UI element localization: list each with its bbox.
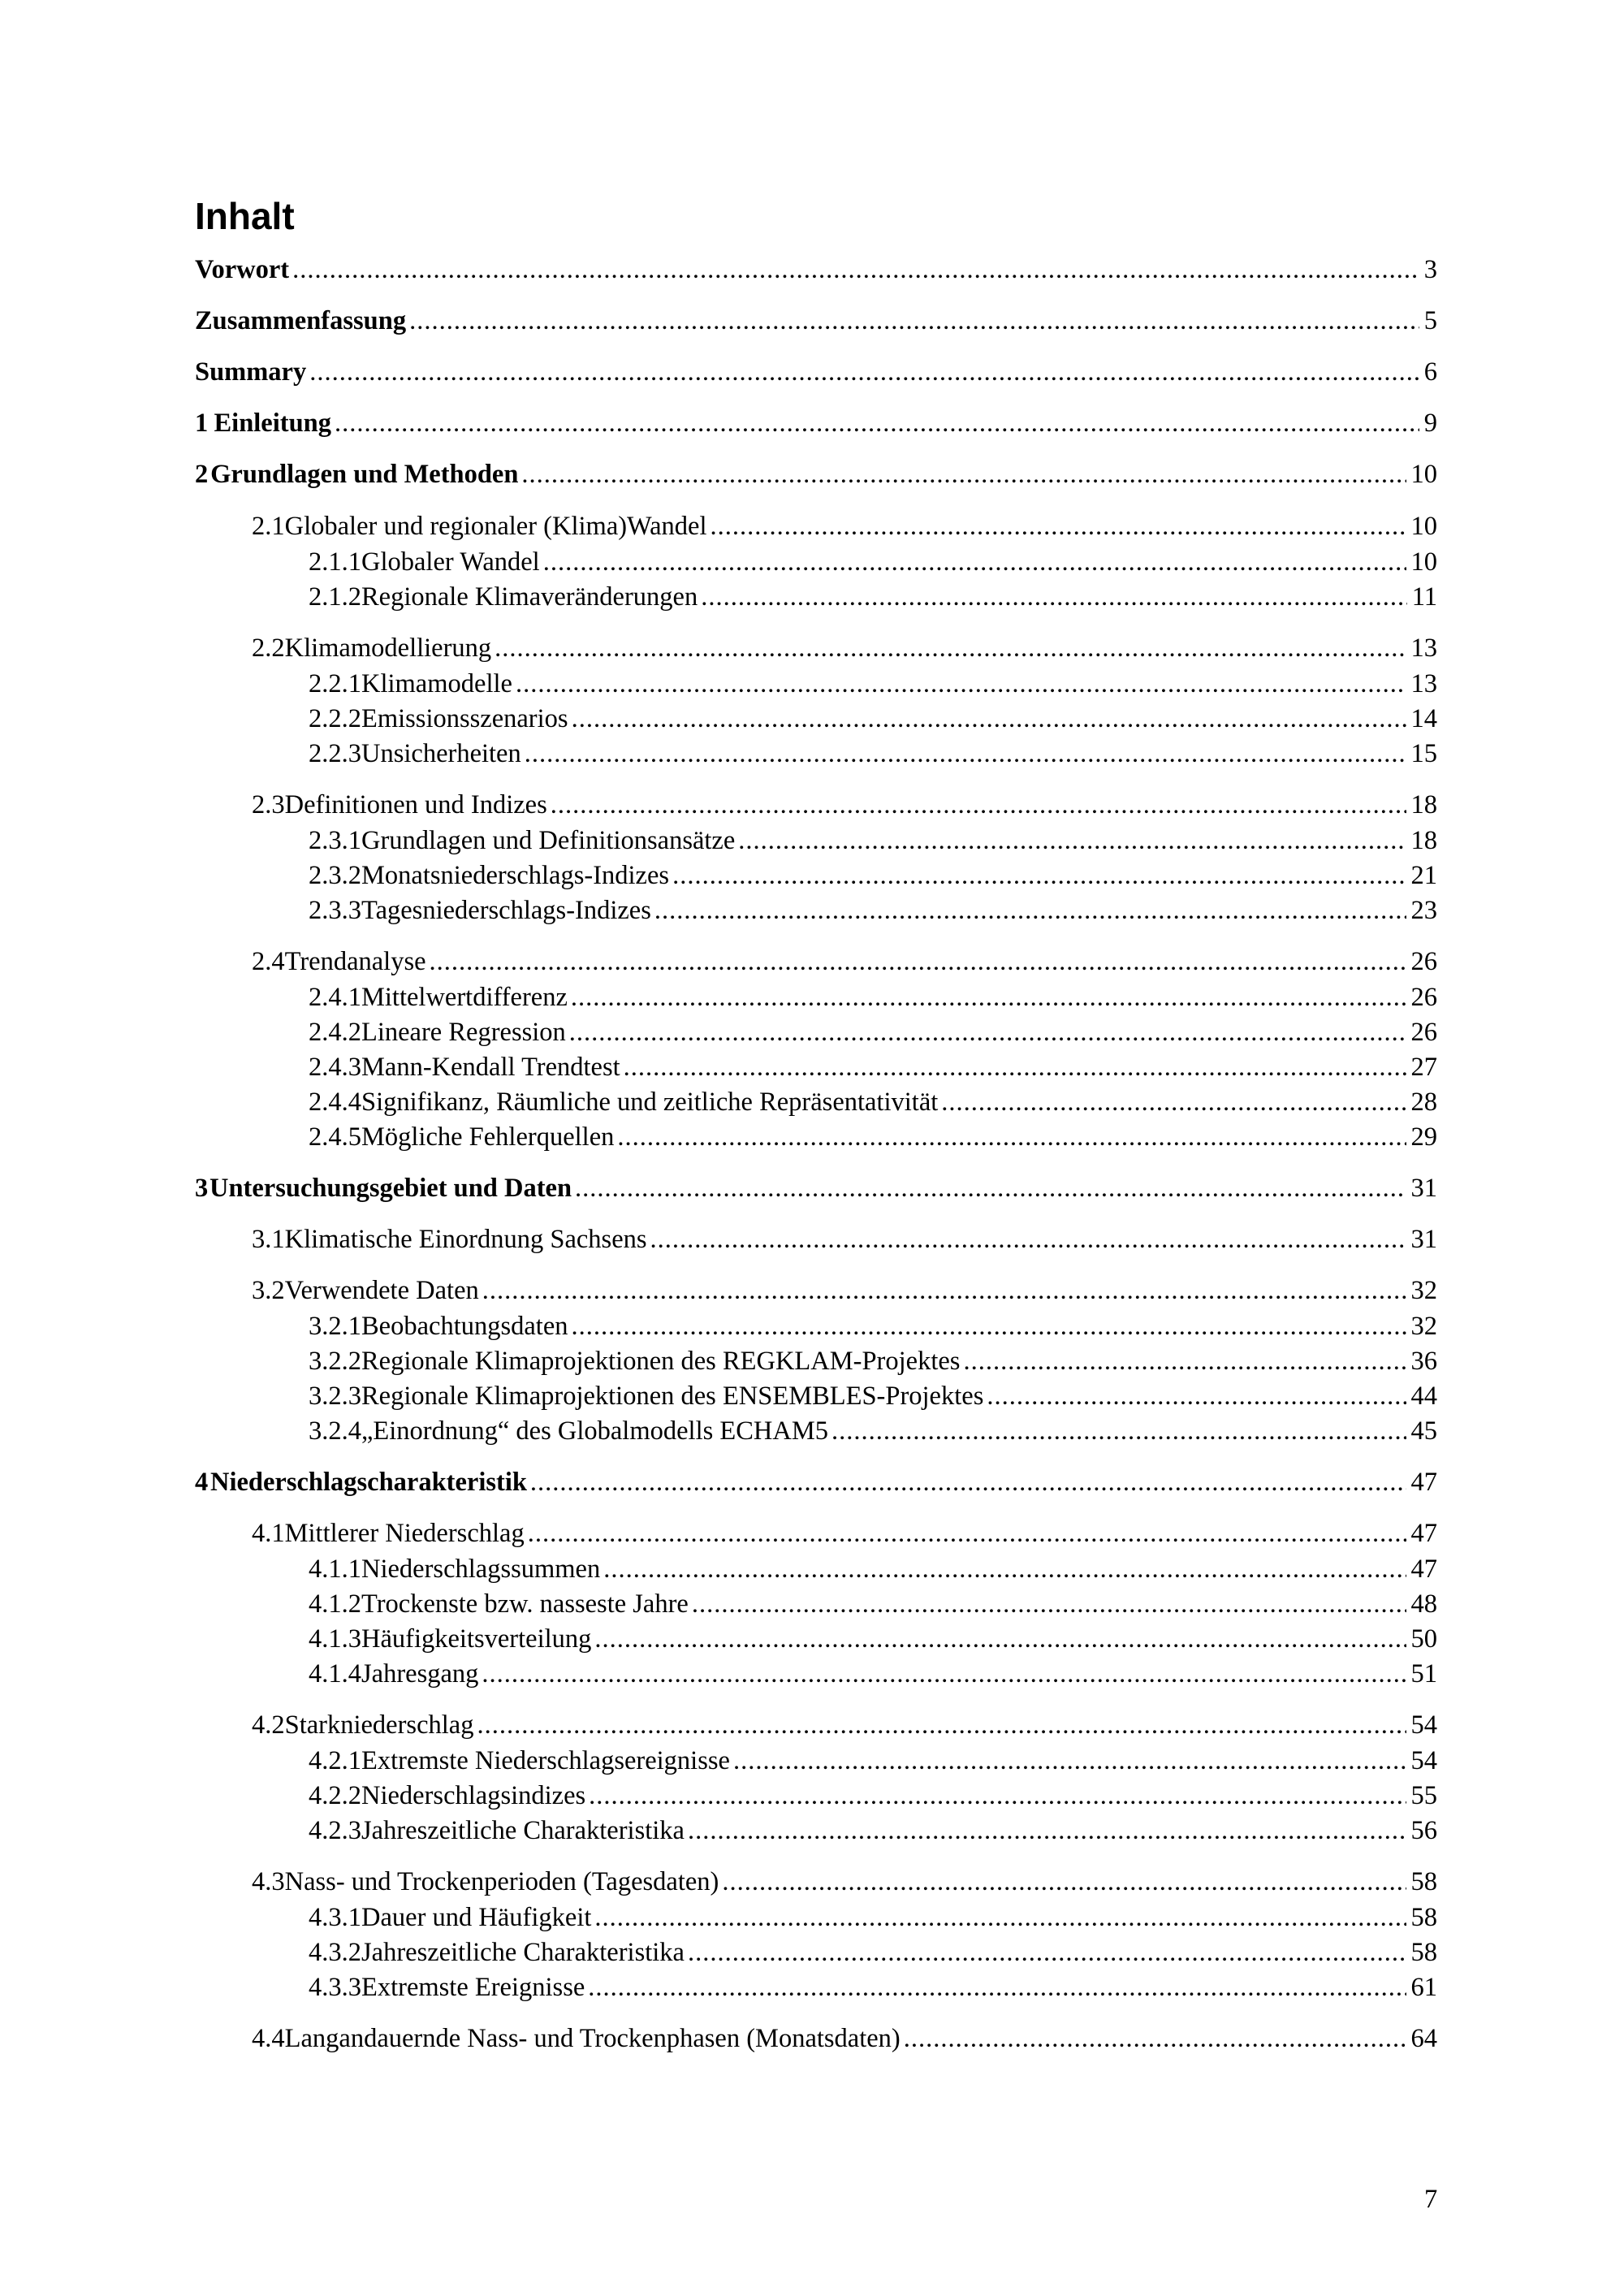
toc-entry[interactable] <box>195 1378 1437 1414</box>
toc-entry-title: Untersuchungsgebiet und Daten <box>209 1174 572 1203</box>
toc-entry-page: 29 <box>1410 1122 1437 1152</box>
toc-entry-title: Lineare Regression <box>361 1018 566 1047</box>
toc-entry-page: 5 <box>1423 306 1437 335</box>
toc-entry[interactable] <box>195 544 1437 580</box>
toc-entry-title: Jahresgang <box>361 1659 479 1688</box>
toc-entry-page: 18 <box>1410 826 1437 855</box>
dot-leader <box>701 579 1406 615</box>
dot-leader <box>309 354 1419 390</box>
toc-entry-title: Klimamodelle <box>361 669 512 698</box>
dot-leader <box>521 456 1406 492</box>
toc-entry[interactable] <box>195 1170 1437 1206</box>
toc-entry-number: 4.1.2 <box>309 1589 361 1619</box>
toc-entry-title: Monatsniederschlags-Indizes <box>361 861 670 890</box>
toc-entry-page: 11 <box>1411 582 1437 612</box>
toc-entry[interactable] <box>195 1308 1437 1344</box>
toc-entry-page: 10 <box>1410 547 1437 577</box>
dot-leader <box>525 736 1406 772</box>
toc-entry-number: 4.1.4 <box>309 1659 361 1688</box>
toc-entry[interactable] <box>195 252 1437 288</box>
toc-entry[interactable] <box>195 1222 1437 1257</box>
toc-entry[interactable] <box>195 1778 1437 1814</box>
toc-entry-title: Trendanalyse <box>284 947 426 976</box>
toc-entry-title: Signifikanz, Räumliche und zeitliche Repräsentativität <box>361 1087 939 1117</box>
dot-leader <box>335 405 1419 441</box>
toc-entry-page: 56 <box>1410 1816 1437 1845</box>
toc-entry-page: 47 <box>1410 1554 1437 1584</box>
toc-entry-page: 18 <box>1410 790 1437 819</box>
toc-entry[interactable] <box>195 405 1437 441</box>
toc-entry-title: Beobachtungsdaten <box>361 1312 568 1341</box>
toc-entry[interactable] <box>195 630 1437 666</box>
toc-entry-page: 10 <box>1410 512 1437 541</box>
toc-entry[interactable] <box>195 787 1437 823</box>
dot-leader <box>589 1778 1406 1814</box>
dot-leader <box>650 1222 1406 1257</box>
toc-entry-title: Starkniederschlag <box>284 1710 474 1740</box>
dot-leader <box>572 701 1406 737</box>
toc-entry-number: 2.1 <box>252 512 285 541</box>
toc-entry[interactable] <box>195 701 1437 737</box>
toc-entry-page: 31 <box>1410 1174 1437 1203</box>
dot-leader <box>482 1273 1406 1308</box>
toc-heading: Inhalt <box>195 195 295 237</box>
toc-entry-number: 2 <box>195 460 209 489</box>
dot-leader <box>572 1308 1406 1344</box>
toc-entry-title: Mann-Kendall Trendtest <box>361 1053 620 1082</box>
toc-entry-number: 4.2.1 <box>309 1746 361 1775</box>
dot-leader <box>495 630 1406 666</box>
toc-entry-title: Extremste Niederschlagsereignisse <box>361 1746 730 1775</box>
toc-entry[interactable] <box>195 823 1437 858</box>
dot-leader <box>569 1014 1406 1050</box>
toc-entry[interactable] <box>195 354 1437 390</box>
toc-entry-number: 2.4.5 <box>309 1122 361 1152</box>
toc-entry-page: 54 <box>1410 1710 1437 1740</box>
toc-entry-page: 51 <box>1410 1659 1437 1688</box>
toc-entry-title: Niederschlagscharakteristik <box>209 1468 527 1497</box>
toc-entry[interactable] <box>195 1413 1437 1449</box>
toc-entry-title: Mögliche Fehlerquellen <box>361 1122 615 1152</box>
toc-entry-number: 4.2.2 <box>309 1781 361 1810</box>
toc-entry-page: 26 <box>1410 947 1437 976</box>
toc-entry-number: 3.2.1 <box>309 1312 361 1341</box>
toc-entry-page: 54 <box>1410 1746 1437 1775</box>
dot-leader <box>430 944 1406 979</box>
toc-entry[interactable] <box>195 1551 1437 1587</box>
toc-entry-number: 4.3 <box>252 1867 285 1896</box>
dot-leader <box>722 1864 1406 1900</box>
toc-entry[interactable] <box>195 1119 1437 1155</box>
toc-entry-page: 47 <box>1410 1468 1437 1497</box>
toc-entry-number: 2.3.1 <box>309 826 361 855</box>
toc-entry[interactable] <box>195 1935 1437 1970</box>
dot-leader <box>528 1516 1406 1551</box>
toc-entry[interactable] <box>195 1900 1437 1935</box>
toc-entry-number: 2.4.4 <box>309 1087 361 1117</box>
toc-entry-number: 2.1.2 <box>309 582 361 612</box>
dot-leader <box>963 1343 1406 1379</box>
toc-entry-number: 2.4.3 <box>309 1053 361 1082</box>
toc-entry-page: 58 <box>1410 1903 1437 1932</box>
dot-leader <box>543 544 1406 580</box>
toc-entry-page: 10 <box>1410 460 1437 489</box>
toc-entry[interactable] <box>195 666 1437 702</box>
dot-leader <box>551 787 1406 823</box>
toc-entry-page: 27 <box>1410 1053 1437 1082</box>
toc-entry-title: Summary <box>195 357 307 387</box>
toc-entry-title: Regionale Klimaprojektionen des REGKLAM-Projektes <box>361 1347 961 1376</box>
toc-entry[interactable] <box>195 1049 1437 1085</box>
toc-entry[interactable] <box>195 979 1437 1015</box>
toc-entry-page: 31 <box>1410 1225 1437 1254</box>
toc-entry[interactable] <box>195 456 1437 492</box>
toc-entry-number: 2.3 <box>252 790 285 819</box>
toc-entry-number: 2.4 <box>252 947 285 976</box>
toc-entry[interactable] <box>195 303 1437 339</box>
toc-entry-title: Zusammenfassung <box>195 306 407 335</box>
dot-leader <box>516 666 1406 702</box>
toc-entry-page: 58 <box>1410 1938 1437 1967</box>
toc-entry[interactable] <box>195 1743 1437 1779</box>
toc-entry[interactable] <box>195 1014 1437 1050</box>
toc-entry-page: 13 <box>1410 633 1437 663</box>
toc-entry-number: 3.2.2 <box>309 1347 361 1376</box>
toc-entry-number: 4.4 <box>252 2024 285 2053</box>
toc-entry-page: 21 <box>1410 861 1437 890</box>
toc-entry-number: 4.3.1 <box>309 1903 361 1932</box>
toc-entry[interactable] <box>195 1343 1437 1379</box>
toc-entry-number: 3.1 <box>252 1225 285 1254</box>
toc-entry-title: Extremste Ereignisse <box>361 1973 585 2002</box>
dot-leader <box>594 1621 1406 1657</box>
dot-leader <box>688 1813 1406 1848</box>
dot-leader <box>292 252 1419 288</box>
toc-entry[interactable] <box>195 1707 1437 1743</box>
dot-leader <box>575 1170 1406 1206</box>
toc-entry-number: 4.1 <box>252 1519 285 1548</box>
toc-entry[interactable] <box>195 2021 1437 2056</box>
toc-entry-page: 6 <box>1423 357 1437 387</box>
dot-leader <box>482 1656 1406 1692</box>
toc-entry-title: Niederschlagssummen <box>361 1554 601 1584</box>
toc-entry-number: 2.3.2 <box>309 861 361 890</box>
toc-entry-title: Mittlerer Niederschlag <box>284 1519 525 1548</box>
toc-entry-page: 14 <box>1410 704 1437 733</box>
toc-entry-number: 4.1.1 <box>309 1554 361 1584</box>
toc-entry[interactable] <box>195 944 1437 979</box>
toc-entry-title: Mittelwertdifferenz <box>361 983 568 1012</box>
dot-leader <box>987 1378 1406 1414</box>
toc-entry[interactable] <box>195 579 1437 615</box>
dot-leader <box>904 2021 1406 2056</box>
toc-entry-title: Klimamodellierung <box>284 633 492 663</box>
dot-leader <box>571 979 1406 1015</box>
toc-entry-number: 2.1.1 <box>309 547 361 577</box>
dot-leader <box>624 1049 1406 1085</box>
toc-entry-page: 50 <box>1410 1624 1437 1654</box>
dot-leader <box>941 1084 1406 1120</box>
toc-entry-page: 26 <box>1410 983 1437 1012</box>
page-number: 7 <box>1424 2185 1438 2214</box>
toc-entry-title: Emissionsszenarios <box>361 704 568 733</box>
toc-entry-title: Häufigkeitsverteilung <box>361 1624 592 1654</box>
toc-entry[interactable] <box>195 508 1437 544</box>
toc-entry-title: Jahreszeitliche Charakteristika <box>361 1816 685 1845</box>
toc-entry-number: 2.4.2 <box>309 1018 361 1047</box>
toc-entry-title: Regionale Klimaveränderungen <box>361 582 698 612</box>
toc-entry-page: 15 <box>1410 739 1437 768</box>
toc-entry-number: 1 <box>195 409 209 438</box>
dot-leader <box>603 1551 1406 1587</box>
toc-entry[interactable] <box>195 1084 1437 1120</box>
toc-entry-page: 61 <box>1410 1973 1437 2002</box>
toc-entry-page: 3 <box>1423 255 1437 284</box>
toc-entry-title: Dauer und Häufigkeit <box>361 1903 592 1932</box>
toc-entry-page: 58 <box>1410 1867 1437 1896</box>
dot-leader <box>692 1586 1406 1622</box>
toc-entry-page: 48 <box>1410 1589 1437 1619</box>
toc-entry-title: Trockenste bzw. nasseste Jahre <box>361 1589 689 1619</box>
toc-entry-page: 23 <box>1410 896 1437 925</box>
toc-entry-number: 2.2.1 <box>309 669 361 698</box>
toc-entry[interactable] <box>195 1621 1437 1657</box>
toc-entry-number: 4.2 <box>252 1710 285 1740</box>
dot-leader <box>831 1413 1406 1449</box>
toc-entry-page: 32 <box>1410 1312 1437 1341</box>
toc-entry-title: Grundlagen und Methoden <box>210 460 519 489</box>
dot-leader <box>477 1707 1406 1743</box>
toc-entry-title: Regionale Klimaprojektionen des ENSEMBLES-Projektes <box>361 1381 984 1411</box>
toc-entry-title: Klimatische Einordnung Sachsens <box>284 1225 647 1254</box>
toc-entry[interactable] <box>195 858 1437 893</box>
toc-entry-title: Verwendete Daten <box>284 1276 479 1305</box>
toc-entry-number: 4.3.3 <box>309 1973 361 2002</box>
toc-entry-page: 13 <box>1410 669 1437 698</box>
toc-entry-number: 4 <box>195 1468 209 1497</box>
toc-entry-number: 4.3.2 <box>309 1938 361 1967</box>
dot-leader <box>672 858 1406 893</box>
toc-entry-title: Grundlagen und Definitionsansätze <box>361 826 736 855</box>
dot-leader <box>738 823 1406 858</box>
toc-entry-page: 36 <box>1410 1347 1437 1376</box>
toc-entry-number: 3.2.3 <box>309 1381 361 1411</box>
dot-leader <box>409 303 1419 339</box>
toc-entry[interactable] <box>195 736 1437 772</box>
toc-entry-number: 3.2.4 <box>309 1416 361 1446</box>
toc-entry-title: Langandauernde Nass- und Trockenphasen (Monatsdaten) <box>284 2024 901 2053</box>
dot-leader <box>594 1900 1406 1935</box>
dot-leader <box>588 1970 1406 2005</box>
toc-entry[interactable] <box>195 1864 1437 1900</box>
toc-entry-title: Tagesniederschlags-Indizes <box>361 896 651 925</box>
dot-leader <box>688 1935 1406 1970</box>
toc-entry-number: 3 <box>195 1174 209 1203</box>
toc-entry-page: 32 <box>1410 1276 1437 1305</box>
dot-leader <box>654 893 1406 928</box>
toc-entry-number: 2.2.3 <box>309 739 361 768</box>
toc-entry-title: Unsicherheiten <box>361 739 521 768</box>
toc-entry-number: 2.4.1 <box>309 983 361 1012</box>
toc-entry-title: Globaler und regionaler (Klima)Wandel <box>284 512 707 541</box>
dot-leader <box>530 1464 1406 1500</box>
toc-entry-number: 2.2.2 <box>309 704 361 733</box>
toc-entry-number: 2.2 <box>252 633 285 663</box>
toc-entry-title: Vorwort <box>195 255 290 284</box>
toc-entry-page: 9 <box>1423 409 1437 438</box>
toc-entry[interactable] <box>195 1464 1437 1500</box>
toc-entry-title: „Einordnung“ des Globalmodells ECHAM5 <box>361 1416 828 1446</box>
toc-entry-page: 26 <box>1410 1018 1437 1047</box>
toc-entry-page: 64 <box>1410 2024 1437 2053</box>
toc-entry-title: Niederschlagsindizes <box>361 1781 586 1810</box>
toc-entry-page: 47 <box>1410 1519 1437 1548</box>
toc-entry-page: 44 <box>1410 1381 1437 1411</box>
toc-entry[interactable] <box>195 1273 1437 1308</box>
toc-entry-title: Jahreszeitliche Charakteristika <box>361 1938 685 1967</box>
toc-entry-number: 3.2 <box>252 1276 285 1305</box>
toc-entry-title: Globaler Wandel <box>361 547 540 577</box>
toc-entry-number: 4.2.3 <box>309 1816 361 1845</box>
toc-entry-title: Nass- und Trockenperioden (Tagesdaten) <box>284 1867 719 1896</box>
toc-entry-page: 45 <box>1410 1416 1437 1446</box>
dot-leader <box>710 508 1406 544</box>
toc-entry-number: 2.3.3 <box>309 896 361 925</box>
toc-entry-number: 4.1.3 <box>309 1624 361 1654</box>
toc-entry-title: Definitionen und Indizes <box>284 790 547 819</box>
toc-entry[interactable] <box>195 893 1437 928</box>
toc-entry-title: Einleitung <box>214 409 331 438</box>
toc-entry[interactable] <box>195 1970 1437 2005</box>
toc-entry[interactable] <box>195 1656 1437 1692</box>
toc-entry-page: 55 <box>1410 1781 1437 1810</box>
toc-entry[interactable] <box>195 1813 1437 1848</box>
toc-entry-page: 28 <box>1410 1087 1437 1117</box>
toc-entry[interactable] <box>195 1586 1437 1622</box>
toc-entry[interactable] <box>195 1516 1437 1551</box>
dot-leader <box>617 1119 1406 1155</box>
dot-leader <box>733 1743 1406 1779</box>
